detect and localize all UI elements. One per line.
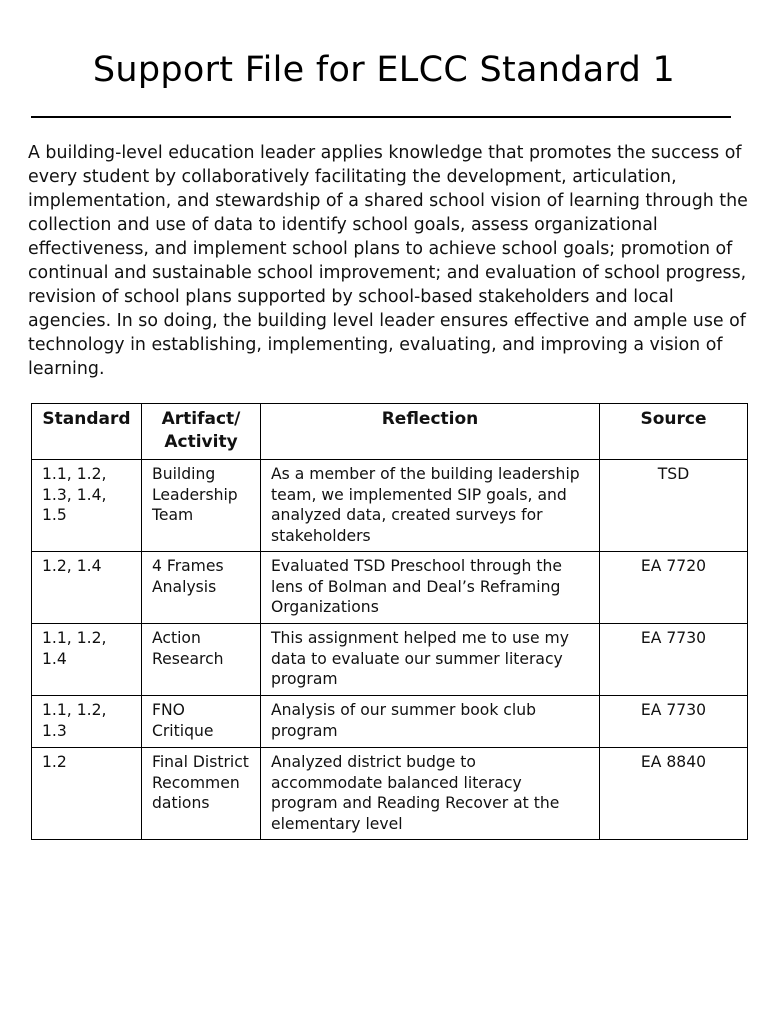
header-reflection: Reflection	[261, 404, 600, 460]
cell-source: EA 8840	[600, 748, 748, 840]
page-title: Support File for ELCC Standard 1	[92, 50, 676, 90]
header-artifact: Artifact/ Activity	[142, 404, 261, 460]
cell-standard: 1.1, 1.2, 1.3	[32, 696, 142, 748]
cell-reflection: Evaluated TSD Preschool through the lens of Bolman and Deal’s Reframing Organizations	[261, 552, 600, 624]
cell-artifact: Building Leadership Team	[142, 460, 261, 552]
table-header-row	[32, 404, 748, 460]
header-source: Source	[600, 404, 748, 460]
standard-description: A building-level education leader applies knowledge that promotes the success of every student by collaboratively facilitating the development, articulation, implementation, and stewardship of a shared school vision of learning through the collection and use of data to identify school goals, assess organizational effectiveness, and implement school plans to achieve school goals; promotion of continual and sustainable school improvement; and evaluation of school progress, revision of school plans supported by school-based stakeholders and local agencies. In so doing, the building level leader ensures effective and ample use of technology in establishing, implementing, evaluating, and improving a vision of learning.	[28, 143, 748, 379]
support-table	[31, 403, 748, 840]
cell-source: EA 7730	[600, 696, 748, 748]
table-row	[32, 460, 748, 552]
cell-artifact: 4 Frames Analysis	[142, 552, 261, 624]
cell-standard: 1.1, 1.2, 1.4	[32, 624, 142, 696]
header-standard: Standard	[32, 404, 142, 460]
cell-reflection: This assignment helped me to use my data to evaluate our summer literacy program	[261, 624, 600, 696]
cell-source: EA 7730	[600, 624, 748, 696]
cell-standard: 1.2	[32, 748, 142, 840]
cell-standard: 1.1, 1.2, 1.3, 1.4, 1.5	[32, 460, 142, 552]
cell-reflection: Analysis of our summer book club program	[261, 696, 600, 748]
cell-source: TSD	[600, 460, 748, 552]
cell-artifact: FNO Critique	[142, 696, 261, 748]
table-row	[32, 748, 748, 840]
cell-reflection: As a member of the building leadership team, we implemented SIP goals, and analyzed data, created surveys for stakeholders	[261, 460, 600, 552]
table-row	[32, 696, 748, 748]
cell-reflection: Analyzed district budge to accommodate balanced literacy program and Reading Recover at the elementary level	[261, 748, 600, 840]
cell-source: EA 7720	[600, 552, 748, 624]
cell-artifact: Action Research	[142, 624, 261, 696]
cell-artifact: Final District Recommen dations	[142, 748, 261, 840]
table-row	[32, 552, 748, 624]
title-divider	[31, 116, 731, 118]
cell-standard: 1.2, 1.4	[32, 552, 142, 624]
table-row	[32, 624, 748, 696]
